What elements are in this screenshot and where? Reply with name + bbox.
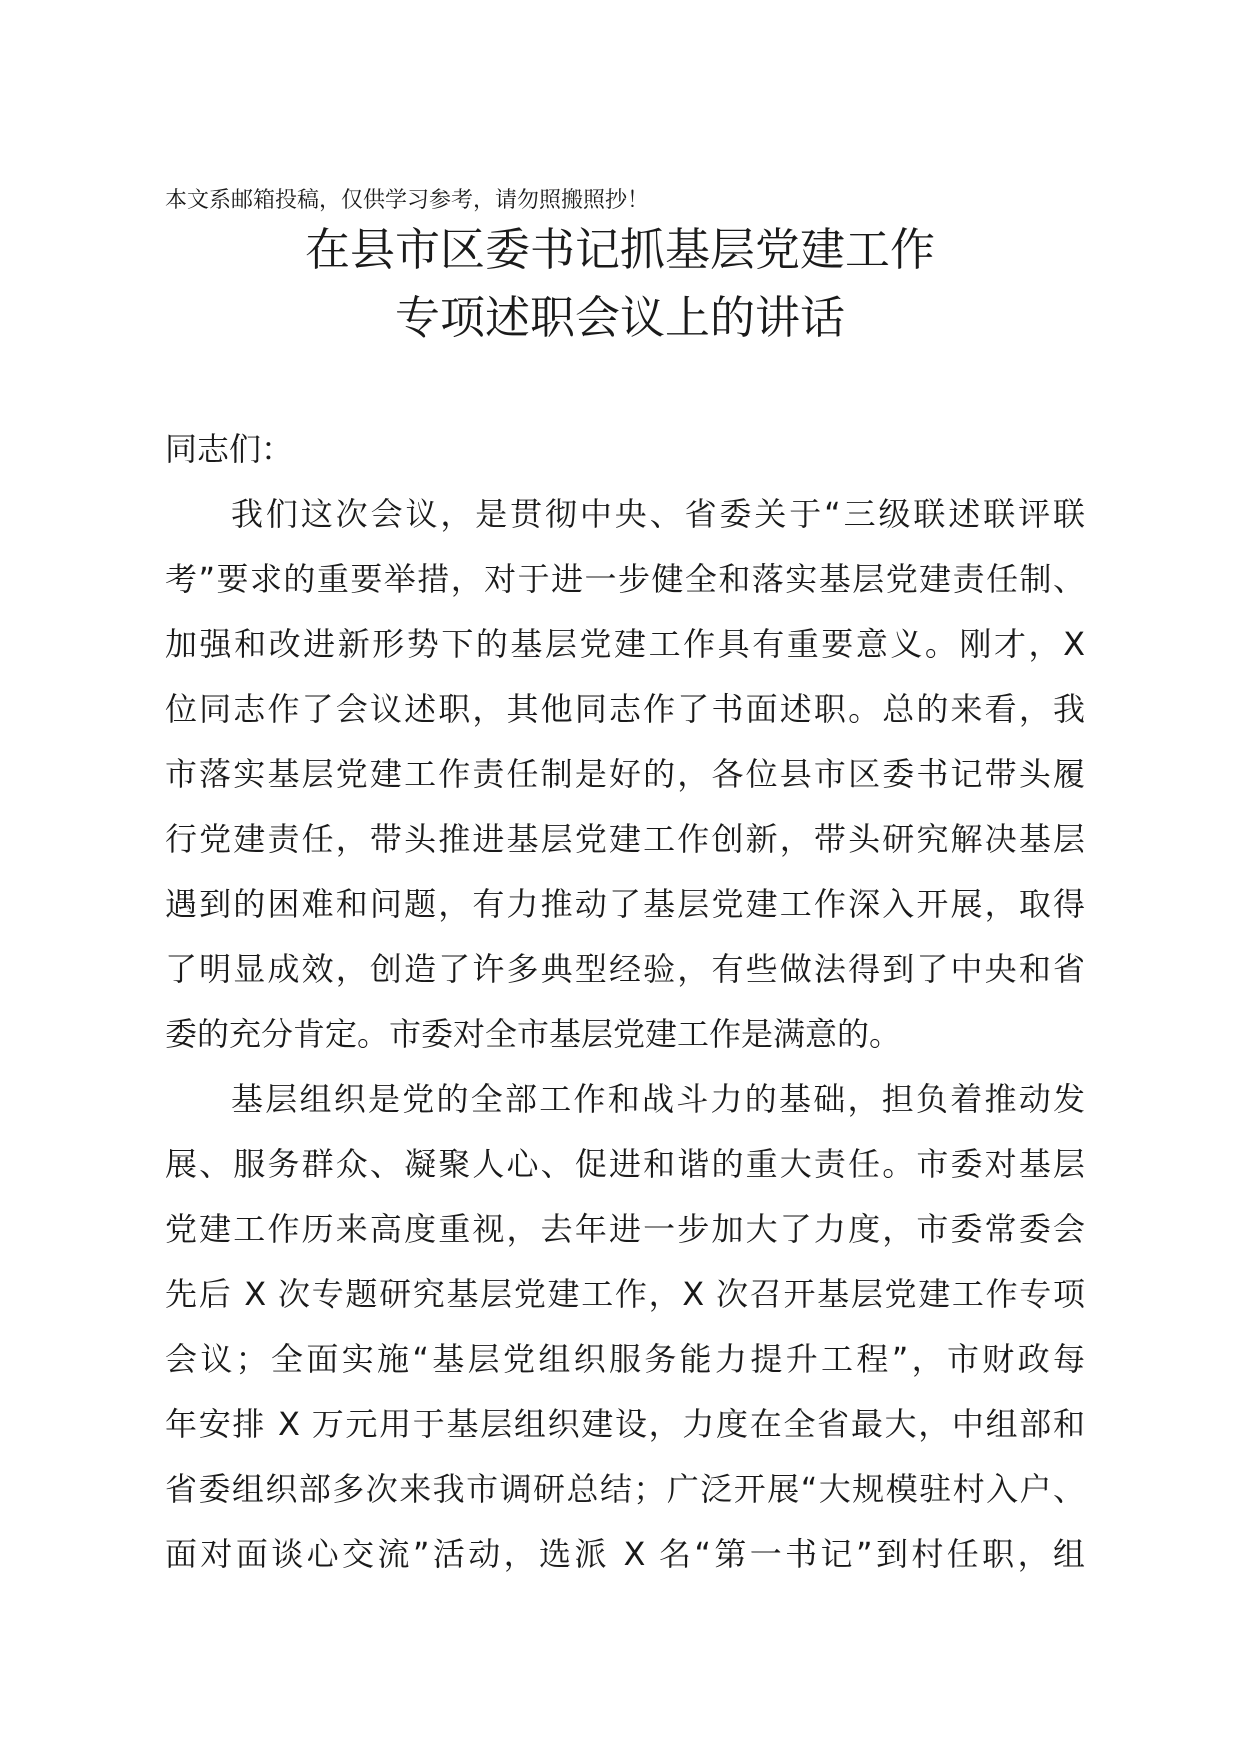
- body-line: 加强和改进新形势下的基层党建工作具有重要意义。刚才，X: [165, 625, 1085, 663]
- title-line-1: 在县市区委书记抓基层党建工作: [304, 223, 935, 276]
- body-line: 先后 X 次专题研究基层党建工作，X 次召开基层党建工作专项: [165, 1275, 1085, 1313]
- body-line: 遇到的困难和问题，有力推动了基层党建工作深入开展，取得: [165, 885, 1085, 923]
- body-line: 面对面谈心交流”活动，选派 X 名“第一书记”到村任职，组: [165, 1535, 1085, 1573]
- submission-notice: 本文系邮箱投稿，仅供学习参考，请勿照搬照抄！: [165, 188, 650, 213]
- salutation: 同志们：: [165, 430, 294, 468]
- body-line: 位同志作了会议述职，其他同志作了书面述职。总的来看，我: [165, 690, 1085, 728]
- body-line: 省委组织部多次来我市调研总结；广泛开展“大规模驻村入户、: [165, 1470, 1085, 1508]
- body-line: 委的充分肯定。市委对全市基层党建工作是满意的。: [165, 1015, 902, 1053]
- title-line-2: 专项述职会议上的讲话: [394, 291, 845, 344]
- body-line: 展、服务群众、凝聚人心、促进和谐的重大责任。市委对基层: [165, 1145, 1085, 1183]
- body-line: 基层组织是党的全部工作和战斗力的基础，担负着推动发: [231, 1080, 1085, 1118]
- body-line: 年安排 X 万元用于基层组织建设，力度在全省最大，中组部和: [165, 1405, 1085, 1443]
- body-line: 党建工作历来高度重视，去年进一步加大了力度，市委常委会: [165, 1210, 1085, 1248]
- body-line: 了明显成效，创造了许多典型经验，有些做法得到了中央和省: [165, 950, 1085, 988]
- body-line: 市落实基层党建工作责任制是好的，各位县市区委书记带头履: [165, 755, 1085, 793]
- body-line: 考”要求的重要举措，对于进一步健全和落实基层党建责任制、: [165, 560, 1085, 598]
- speech-body: [165, 417, 1085, 1587]
- body-line: 我们这次会议，是贯彻中央、省委关于“三级联述联评联: [231, 495, 1085, 533]
- body-line: 行党建责任，带头推进基层党建工作创新，带头研究解决基层: [165, 820, 1085, 858]
- body-line: 会议；全面实施“基层党组织服务能力提升工程”，市财政每: [165, 1340, 1085, 1378]
